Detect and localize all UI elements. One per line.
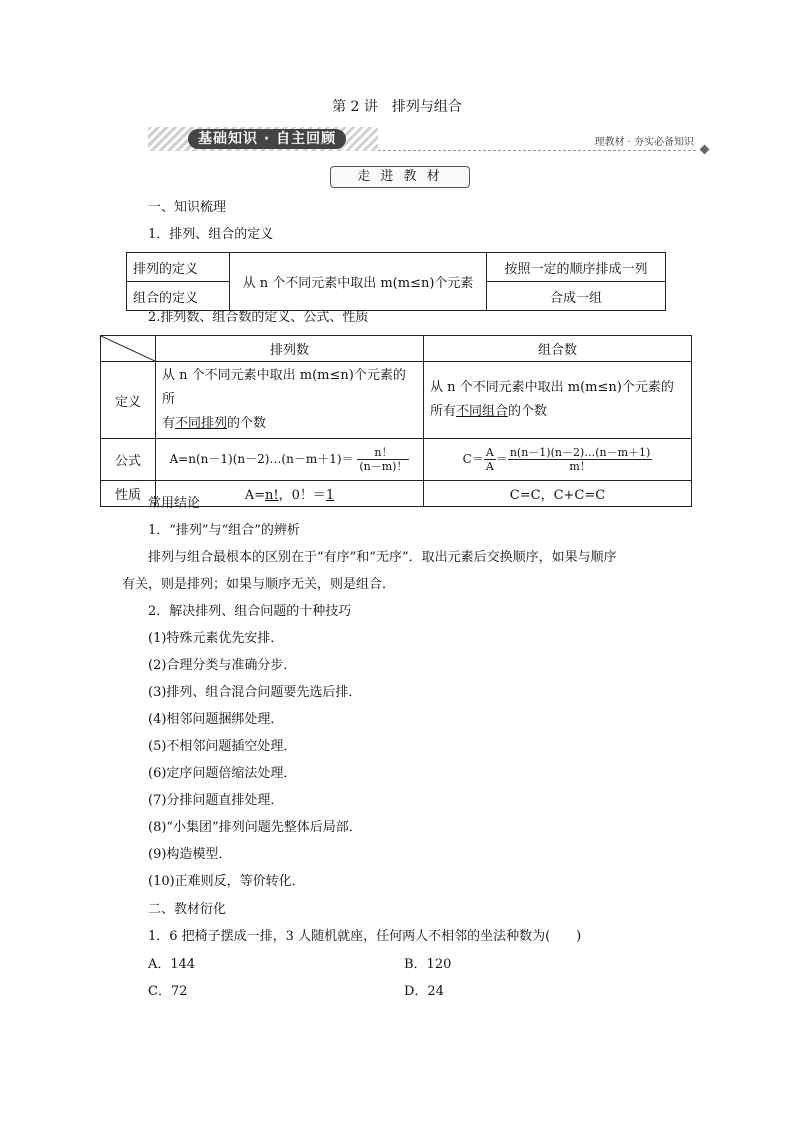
denominator: (n－m)！ xyxy=(359,460,408,473)
banner-divider xyxy=(378,150,696,151)
section-heading: 一、知识梳理 xyxy=(148,200,227,215)
conclusion-title: 2．解决排列、组合问题的十种技巧 xyxy=(148,604,352,619)
definition-table xyxy=(126,252,666,311)
column-header: 排列数 xyxy=(156,336,424,362)
list-item: (1)特殊元素优先安排． xyxy=(148,631,284,646)
formula-text: ＝ xyxy=(495,452,508,466)
formula-text: A=n(n－1)(n－2)…(n－m＋1)＝ xyxy=(169,452,354,466)
banner-right-text: 理教材 · 夯实必备知识 xyxy=(594,137,694,148)
paragraph-line: 排列与组合最根本的区别在于“有序”和“无序”．取出元素后交换顺序，如果与顺序 xyxy=(148,550,617,565)
fraction xyxy=(508,446,653,473)
answer-option: A．144 xyxy=(148,957,196,972)
table-cell: 组合的定义 xyxy=(127,282,230,311)
table-cell: 合成一组 xyxy=(487,282,666,311)
diagonal-header-cell xyxy=(101,336,156,362)
underlined-term: 不同排列 xyxy=(175,416,228,431)
conclusions-heading: 常用结论 xyxy=(148,496,201,511)
formula-text: C＝ xyxy=(462,452,484,466)
list-item: (10)正难则反，等价转化． xyxy=(148,874,305,889)
numerator: n！ xyxy=(357,446,409,460)
table-cell: 按照一定的顺序排成一列 xyxy=(487,253,666,282)
table-cell: C=C，C+C=C xyxy=(424,481,692,507)
list-item: (4)相邻问题捆绑处理． xyxy=(148,712,284,727)
list-item: (8)“小集团”排列问题先整体后局部． xyxy=(148,820,362,835)
answer-option: D．24 xyxy=(404,984,444,999)
table-cell: 从 n 个不同元素中取出 m(m≤n)个元素 xyxy=(230,253,487,311)
section-banner xyxy=(148,125,708,155)
list-item: (6)定序问题倍缩法处理． xyxy=(148,766,297,781)
answer-option: C．72 xyxy=(148,984,188,999)
denominator: m！ xyxy=(569,460,591,473)
item-heading: 2.排列数、组合数的定义、公式、性质 xyxy=(148,310,369,325)
conclusion-title: 1．“排列”与“组合”的辨析 xyxy=(148,523,300,538)
row-header: 公式 xyxy=(101,439,156,481)
cell-text: 的个数 xyxy=(227,416,267,431)
numerator: n(n－1)(n－2)…(n－m＋1) xyxy=(509,446,651,459)
cell-text: 所有 xyxy=(430,404,457,419)
section-heading: 二、教材衍化 xyxy=(148,902,227,917)
page-title: 第 2 讲 排列与组合 xyxy=(332,99,462,115)
underlined-term: n! xyxy=(265,488,279,503)
paragraph-line: 有关，则是排列；如果与顺序无关，则是组合． xyxy=(122,577,396,592)
fraction xyxy=(484,446,496,473)
table-cell xyxy=(424,362,692,439)
banner-label: 基础知识 · 自主回顾 xyxy=(188,129,346,149)
item-heading: 1．排列、组合的定义 xyxy=(148,227,274,242)
answer-option: B．120 xyxy=(404,957,452,972)
table-cell xyxy=(156,362,424,439)
table-cell xyxy=(156,439,424,481)
cell-text: A= xyxy=(244,488,266,503)
subheader-badge: 走 进 教 材 xyxy=(330,166,470,188)
row-header: 性质 xyxy=(101,481,156,507)
diagonal-line xyxy=(101,336,157,362)
list-item: (3)排列、组合混合问题要先选后排． xyxy=(148,685,362,700)
underlined-term: 1 xyxy=(325,488,335,503)
table-cell: 排列的定义 xyxy=(127,253,230,282)
list-item: (9)构造模型． xyxy=(148,847,232,862)
list-item: (5)不相邻问题插空处理． xyxy=(148,739,297,754)
diamond-icon xyxy=(700,145,710,155)
question-text: 1．6 把椅子摆成一排，3 人随机就座，任何两人不相邻的坐法种数为( ) xyxy=(148,929,582,944)
cell-text: 从 n 个不同元素中取出 m(m≤n)个元素的所 xyxy=(162,368,406,407)
cell-text: 从 n 个不同元素中取出 m(m≤n)个元素的 xyxy=(430,380,674,395)
underlined-term: 不同组合 xyxy=(456,404,509,419)
cell-text: 有 xyxy=(162,416,176,431)
list-item: (7)分排问题直排处理． xyxy=(148,793,284,808)
numerator: A xyxy=(485,446,494,459)
fraction xyxy=(357,446,409,473)
row-header: 定义 xyxy=(101,362,156,439)
cell-text: ，0！＝ xyxy=(278,488,326,503)
column-header: 组合数 xyxy=(424,336,692,362)
table-cell xyxy=(424,439,692,481)
list-item: (2)合理分类与准确分步． xyxy=(148,658,297,673)
formula-table xyxy=(100,335,692,507)
denominator: A xyxy=(485,460,494,473)
cell-text: 的个数 xyxy=(508,404,548,419)
